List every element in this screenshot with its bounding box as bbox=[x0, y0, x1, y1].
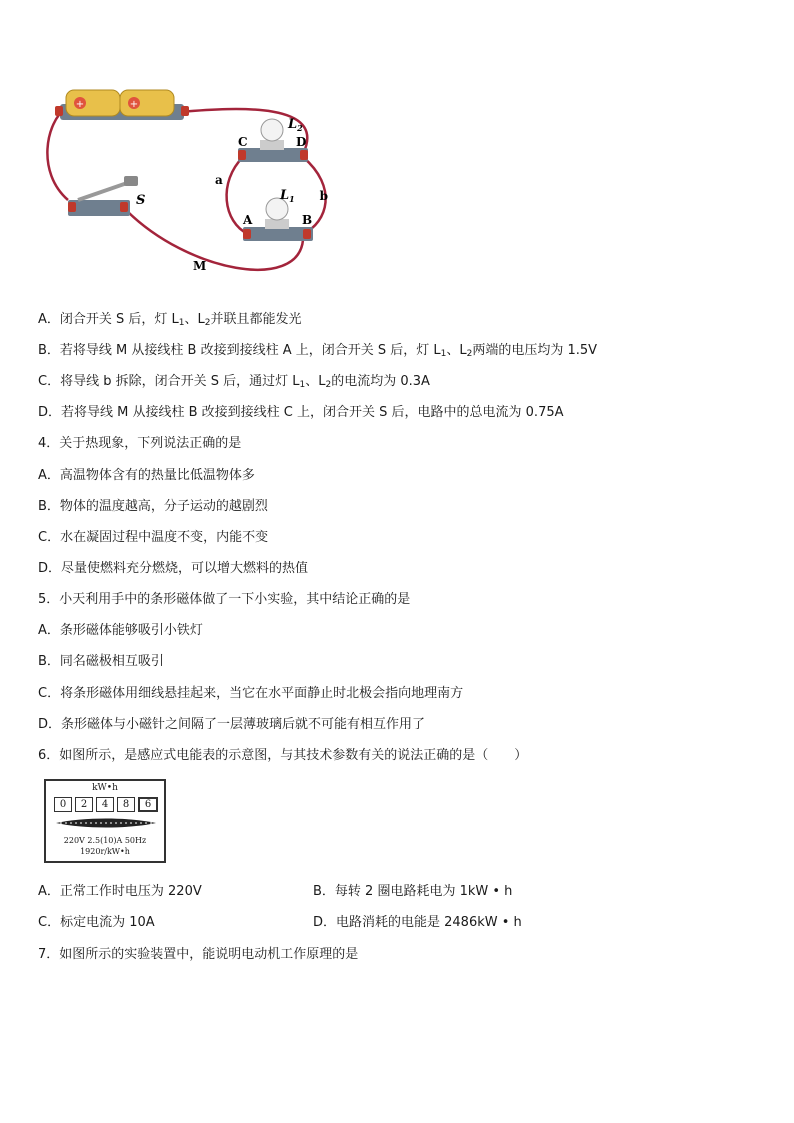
label-L2: $L_2$ bbox=[288, 117, 303, 133]
meter-digit-row bbox=[54, 797, 161, 812]
q3-option-c: C．将导线 b 拆除，闭合开关 S 后，通过灯 $L_1$、$L_2$的电流均为 0.3A bbox=[38, 374, 430, 390]
lamp-L1-base bbox=[243, 227, 313, 241]
energy-meter-frame bbox=[44, 779, 166, 863]
q6-option-c: C．标定电流为 10A bbox=[38, 915, 155, 930]
lamp-L2-bulb-icon bbox=[261, 119, 283, 141]
svg-text:+: + bbox=[129, 99, 139, 110]
meter-digit: 2 bbox=[75, 797, 93, 812]
switch-handle bbox=[124, 176, 138, 186]
q6-stem: 6．如图所示，是感应式电能表的示意图，与其技术参数有关的说法正确的是（ ） bbox=[38, 748, 528, 763]
q4-option-b: B．物体的温度越高，分子运动的越剧烈 bbox=[38, 499, 268, 514]
terminal-B bbox=[303, 229, 311, 239]
q5-option-d: D．条形磁体与小磁针之间隔了一层薄玻璃后就不可能有相互作用了 bbox=[38, 717, 426, 732]
wire-battery-to-switch bbox=[47, 108, 68, 200]
label-M: M bbox=[193, 259, 207, 273]
terminal-D bbox=[300, 150, 308, 160]
lamp-L2-base bbox=[238, 148, 308, 162]
svg-text:+: + bbox=[75, 99, 85, 110]
meter-digit-decimal: 6 bbox=[138, 797, 158, 812]
meter-digit: 0 bbox=[54, 797, 72, 812]
meter-unit-label: kW•h bbox=[92, 783, 118, 793]
q3-option-d: D．若将导线 M 从接线柱 B 改接到接线柱 C 上，闭合开关 S 后，电路中的总电流为 0.75A bbox=[38, 405, 564, 420]
label-D: D bbox=[296, 135, 307, 149]
q5-option-a: A．条形磁体能够吸引小铁灯 bbox=[38, 623, 203, 638]
terminal-A bbox=[243, 229, 251, 239]
q4-stem: 4．关于热现象，下列说法正确的是 bbox=[38, 436, 242, 451]
q3-option-a: A．闭合开关 S 后，灯 $L_1$、$L_2$并联且都能发光 bbox=[38, 312, 302, 328]
meter-spec-line-1: 220V 2.5(10)A 50Hz bbox=[63, 836, 147, 845]
meter-spec-line-2: 1920r/kW•h bbox=[80, 847, 130, 856]
q6-option-b: B．每转 2 圈电路耗电为 1kW • h bbox=[313, 884, 513, 899]
q4-option-a: A．高温物体含有的热量比低温物体多 bbox=[38, 468, 255, 483]
switch-lever bbox=[78, 182, 130, 200]
label-b: b bbox=[319, 189, 328, 203]
label-a: a bbox=[215, 173, 223, 187]
q4-option-c: C．水在凝固过程中温度不变，内能不变 bbox=[38, 530, 269, 545]
meter-digit: 4 bbox=[96, 797, 114, 812]
meter-disk-icon bbox=[54, 817, 158, 829]
energy-meter-figure bbox=[40, 775, 168, 865]
q5-option-c: C．将条形磁体用细线悬挂起来，当它在水平面静止时北极会指向地理南方 bbox=[38, 686, 464, 701]
terminal-C bbox=[238, 150, 246, 160]
battery-terminal-left bbox=[55, 106, 63, 116]
q6-option-d: D．电路消耗的电能是 2486kW • h bbox=[313, 915, 522, 930]
meter-digit: 8 bbox=[117, 797, 135, 812]
circuit-diagram bbox=[38, 82, 328, 282]
switch-terminal-right bbox=[120, 202, 128, 212]
switch-terminal-left bbox=[68, 202, 76, 212]
q4-option-d: D．尽量使燃料充分燃烧，可以增大燃料的热值 bbox=[38, 561, 309, 576]
q5-option-b: B．同名磁极相互吸引 bbox=[38, 654, 164, 669]
q5-stem: 5．小天利用手中的条形磁体做了一下小实验，其中结论正确的是 bbox=[38, 592, 411, 607]
label-B: B bbox=[302, 213, 313, 227]
label-A: A bbox=[243, 213, 253, 227]
label-C: C bbox=[238, 135, 248, 149]
battery-terminal-right bbox=[181, 106, 189, 116]
q7-stem: 7．如图所示的实验装置中，能说明电动机工作原理的是 bbox=[38, 947, 359, 962]
label-S: S bbox=[136, 193, 146, 208]
label-L1: $L_1$ bbox=[280, 188, 295, 204]
q3-option-b: B．若将导线 M 从接线柱 B 改接到接线柱 A 上，闭合开关 S 后，灯 $L_1$、$L_2$两端的电压均为 1.5V bbox=[38, 343, 598, 359]
q6-option-a: A．正常工作时电压为 220V bbox=[38, 884, 202, 899]
